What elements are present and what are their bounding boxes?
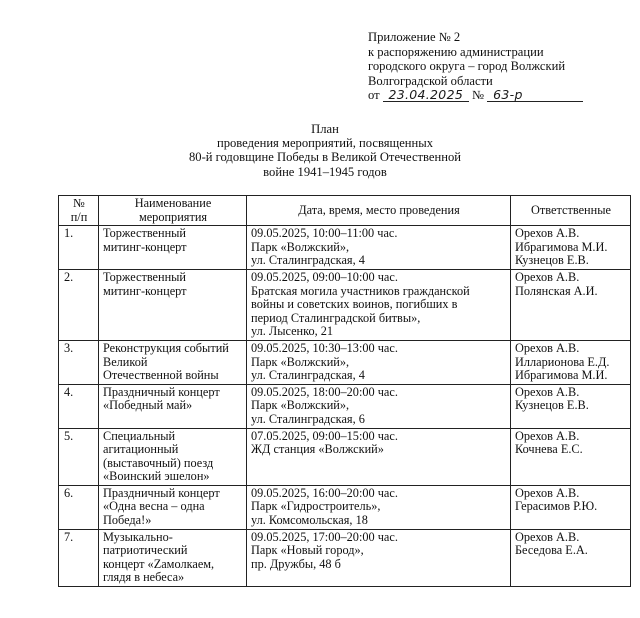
row-event-name: Праздничный концерт «Победный май»	[99, 384, 247, 428]
row-num: 4.	[59, 384, 99, 428]
row-num: 6.	[59, 485, 99, 529]
plan-title-line-3: 80-й годовщине Победы в Великой Отечественной	[188, 150, 462, 165]
row-num: 5.	[59, 428, 99, 485]
row-responsible: Орехов А.В. Ибрагимова М.И. Кузнецов Е.В.	[511, 226, 631, 270]
row-event-name: Торжественный митинг-концерт	[99, 269, 247, 340]
row-datetime-place: 09.05.2025, 10:00–11:00 час. Парк «Волжский», ул. Сталинградская, 4	[247, 226, 511, 270]
table-header-row	[59, 196, 631, 226]
table-row	[59, 529, 631, 586]
row-num: 3.	[59, 340, 99, 384]
row-datetime-place: 09.05.2025, 09:00–10:00 час. Братская могила участников гражданской войны и советских воинов, погибших в период Сталинградской битвы», ул. Лысенко, 21	[247, 269, 511, 340]
row-datetime-place: 09.05.2025, 16:00–20:00 час. Парк «Гидростроитель», ул. Комсомольская, 18	[247, 485, 511, 529]
header-event-name: Наименование мероприятия	[99, 196, 247, 226]
row-responsible: Орехов А.В. Беседова Е.А.	[511, 529, 631, 586]
row-event-name: Специальный агитационный (выставочный) поезд «Воинский эшелон»	[99, 428, 247, 485]
row-datetime-place: 07.05.2025, 09:00–15:00 час. ЖД станция «Волжский»	[247, 428, 511, 485]
row-num: 2.	[59, 269, 99, 340]
row-responsible: Орехов А.В. Кочнева Е.С.	[511, 428, 631, 485]
row-event-name: Торжественный митинг-концерт	[99, 226, 247, 270]
row-responsible: Орехов А.В. Кузнецов Е.В.	[511, 384, 631, 428]
plan-title-line-1: План	[311, 122, 339, 136]
header-datetime-place: Дата, время, место проведения	[247, 196, 511, 226]
plan-title	[150, 122, 500, 179]
table-row	[59, 428, 631, 485]
plan-title-line-4: войне 1941–1945 годов	[263, 164, 387, 179]
number-prefix: №	[471, 87, 484, 102]
table-row	[59, 269, 631, 340]
appendix-date-line	[368, 88, 628, 102]
appendix-title: Приложение № 2	[368, 30, 461, 44]
row-num: 7.	[59, 529, 99, 586]
row-datetime-place: 09.05.2025, 17:00–20:00 час. Парк «Новый город», пр. Дружбы, 48 б	[247, 529, 511, 586]
row-responsible: Орехов А.В. Илларионова Е.Д. Ибрагимова М.И.	[511, 340, 631, 384]
appendix-line-1: к распоряжению администрации	[368, 45, 544, 60]
document-date: 23.04.2025	[383, 89, 469, 102]
row-event-name: Музыкально- патриотический концерт «Zамолкаем, глядя в небеса»	[99, 529, 247, 586]
row-datetime-place: 09.05.2025, 18:00–20:00 час. Парк «Волжский», ул. Сталинградская, 6	[247, 384, 511, 428]
events-table	[58, 195, 631, 587]
appendix-line-3: Волгоградской области	[368, 73, 493, 88]
document-number: 63-р	[487, 89, 583, 102]
row-datetime-place: 09.05.2025, 10:30–13:00 час. Парк «Волжский», ул. Сталинградская, 4	[247, 340, 511, 384]
table-row	[59, 384, 631, 428]
row-responsible: Орехов А.В. Герасимов Р.Ю.	[511, 485, 631, 529]
plan-title-line-2: проведения мероприятий, посвященных	[216, 136, 434, 151]
header-num: № п/п	[59, 196, 99, 226]
row-responsible: Орехов А.В. Полянская А.И.	[511, 269, 631, 340]
table-row	[59, 485, 631, 529]
row-event-name: Праздничный концерт «Одна весна – одна Победа!»	[99, 485, 247, 529]
appendix-header	[368, 30, 628, 102]
date-prefix: от	[368, 87, 380, 102]
table-row	[59, 226, 631, 270]
row-event-name: Реконструкция событий Великой Отечественной войны	[99, 340, 247, 384]
appendix-line-2: городского округа – город Волжский	[368, 59, 566, 74]
row-num: 1.	[59, 226, 99, 270]
header-responsible: Ответственные	[511, 196, 631, 226]
table-row	[59, 340, 631, 384]
